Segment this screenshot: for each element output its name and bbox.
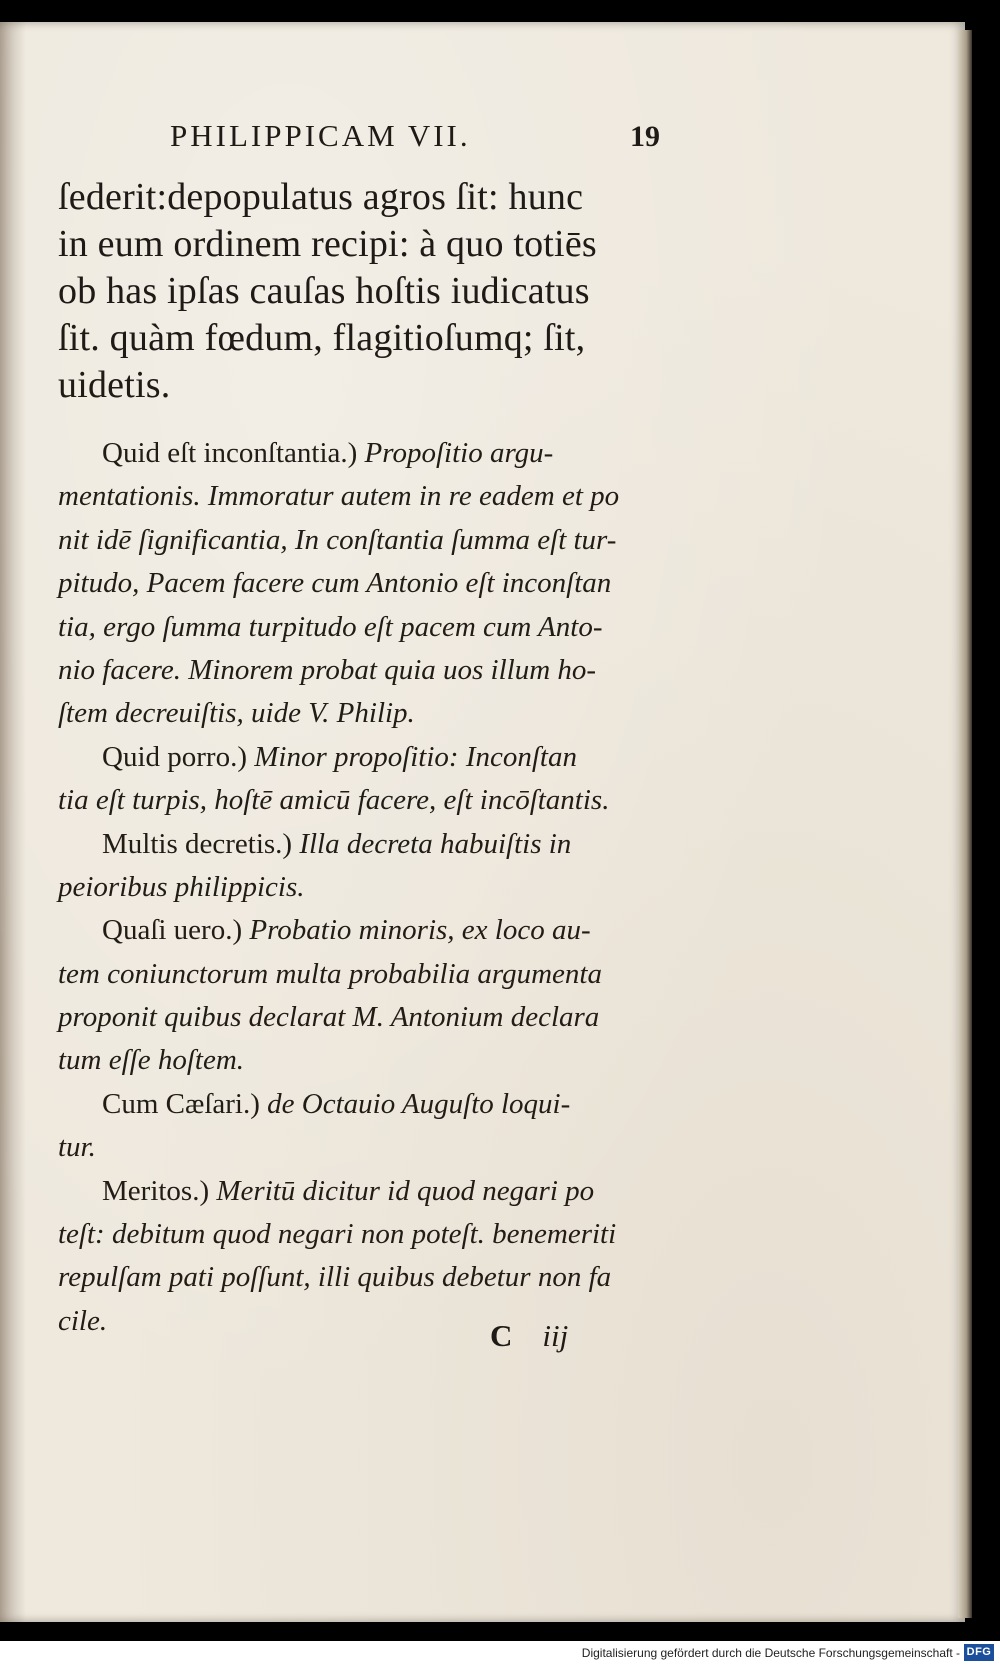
commentary-line: tum eſſe hoſtem. — [58, 1044, 245, 1077]
gutter-shadow — [0, 22, 26, 1622]
lemma: Cum Cæſari.) — [102, 1087, 260, 1120]
page-number: 19 — [630, 120, 660, 153]
lemma: Quid porro.) — [102, 740, 247, 773]
signature-number: iij — [542, 1318, 569, 1353]
commentary-line: tia, ergo ſumma turpitudo eſt pacem cum Anto- — [58, 610, 603, 643]
commentary — [58, 432, 698, 1343]
commentary-line: tur. — [58, 1131, 96, 1164]
commentary-line — [58, 1083, 698, 1126]
commentary-line — [58, 909, 698, 952]
main-text-line: ſit. quàm fœdum, flagitioſumq; ſit, — [58, 317, 586, 359]
commentary-line — [58, 1170, 698, 1213]
lemma: Meritos.) — [102, 1174, 210, 1207]
main-text-line: ſederit:depopulatus agros ſit: hunc — [58, 176, 584, 218]
main-text-line: in eum ordinem recipi: à quo totiēs — [58, 223, 597, 265]
footer-bar — [0, 1641, 1000, 1665]
commentary-line: pitudo, Pacem facere cum Antonio eſt inconſtan — [58, 567, 612, 600]
commentary-line: cile. — [58, 1304, 108, 1337]
commentary-line: repulſam pati poſſunt, illi quibus debetur non fa — [58, 1261, 612, 1294]
gloss: Probatio minoris, ex loco au- — [242, 914, 591, 947]
dfg-logo-icon: DFG — [964, 1644, 994, 1661]
gloss: Illa decreta habuiſtis in — [292, 827, 572, 860]
commentary-line — [58, 823, 698, 866]
commentary-line: tia eſt turpis, hoſtē amicū facere, eſt incōſtantis. — [58, 784, 610, 817]
commentary-line: nit idē ſignificantia, In conſtantia ſumma eſt tur- — [58, 523, 617, 556]
lemma: Quaſi uero.) — [102, 914, 243, 947]
commentary-line: tem coniunctorum multa probabilia argumenta — [58, 957, 602, 990]
lemma: Quid eſt inconſtantia.) — [102, 437, 358, 469]
gloss: de Octauio Auguſto loqui- — [259, 1087, 571, 1120]
main-text-line: uidetis. — [58, 364, 171, 406]
gloss: Minor propoſitio: Inconſtan — [246, 740, 577, 773]
gloss: Meritū dicitur id quod negari po — [209, 1174, 595, 1207]
main-text-line: ob has ipſas cauſas hoſtis iudicatus — [58, 270, 590, 312]
page-edge — [958, 30, 972, 1618]
commentary-line: nio facere. Minorem probat quia uos illum ho- — [58, 653, 597, 686]
commentary-line: proponit quibus declarat M. Antonium declara — [58, 1001, 600, 1034]
footer-credit: Digitalisierung gefördert durch die Deutsche Forschungsgemeinschaft - — [581, 1646, 960, 1660]
commentary-line: mentationis. Immoratur autem in re eadem et po — [58, 480, 620, 513]
commentary-line — [58, 736, 698, 779]
main-text — [58, 174, 698, 409]
running-head: PHILIPPICAM VII. — [170, 118, 471, 153]
gloss: Propoſitio argu- — [357, 437, 554, 469]
signature-letter: C — [490, 1318, 513, 1353]
lemma: Multis decretis.) — [102, 827, 293, 860]
commentary-line: teſt: debitum quod negari non poteſt. benemeriti — [58, 1218, 617, 1251]
commentary-line: ſtem decreuiſtis, uide V. Philip. — [58, 697, 415, 730]
signature-mark — [490, 1318, 590, 1362]
commentary-line — [58, 432, 698, 475]
commentary-line: peioribus philippicis. — [58, 870, 305, 903]
